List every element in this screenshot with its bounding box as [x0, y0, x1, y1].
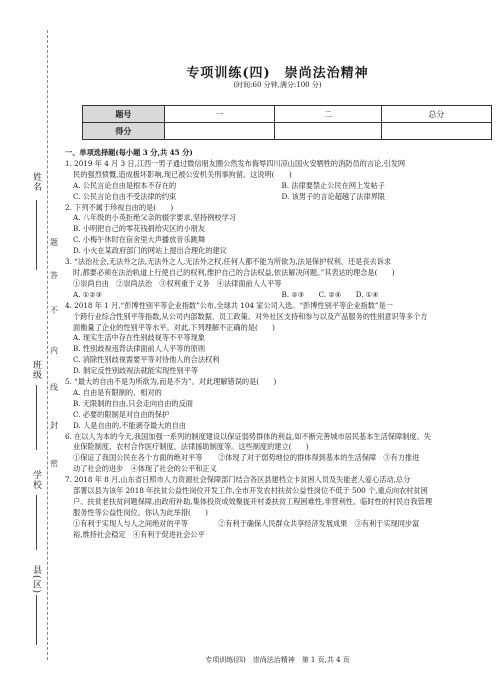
seal-char: 内: [50, 346, 58, 355]
school-underline: [36, 495, 37, 550]
score-input-cell[interactable]: [275, 123, 381, 140]
question-stem: 户、扶贫老扶贫问题保障,由政府补助,集体投资成效聚拢开村委扶贫工程困难性,非营利性、临时性的村民自我管理: [73, 497, 433, 506]
question-stem: 7. 2018 年 8 月,山东省日照市人力资源社会保障部门结合各区县建档立卡贫困人员及失能老人爱心活动,总分: [65, 475, 411, 485]
score-cell: 二: [275, 106, 381, 123]
option: B. 法律要禁止公民在网上发帖子: [281, 180, 385, 190]
options-row: [65, 181, 490, 192]
seal-char: 密: [50, 459, 58, 468]
question-stem: 服务性等公益性岗位。你认为此举措( ): [73, 507, 208, 517]
option: D. 人是自由的,不能剥夺最大的自由: [73, 420, 186, 430]
questions-content: [65, 148, 490, 541]
question-stem: 1. 2019 年 4 月 3 日,江西一男子通过微信朋友圈公然发布侮辱四川凉山国火安牺牲的消防员的言论,引发网: [65, 158, 406, 168]
seal-char: 封: [50, 421, 58, 430]
question-stem: 4. 2018 年 1 月,“彭博性别平等企业指数”公布,全球共 104 家公司入选。“彭博性别平等企业指数”是一: [65, 300, 393, 310]
question-stem: 部署以县为该年 2018 年扶贫公益性岗位开发工作,全市开发农村扶贫公益性岗位不低于 500 个,重点向农村贫困: [73, 486, 428, 496]
name-label: 姓名: [31, 172, 41, 192]
score-cell: 题号: [83, 106, 165, 123]
county-label: 县(区): [31, 565, 41, 595]
option: 动了社会的进步 ④体现了社会的公平和正义: [73, 464, 217, 474]
option: ①有利于实现人与人之间绝对的平等: [73, 518, 189, 528]
option: A. 现实生活中存在性别歧视等不平等现象: [73, 333, 205, 343]
question-stem: 业保险制度、农村合作医疗制度、法律援助制度等。这些制度的建立( ): [73, 442, 309, 452]
option: 裕,维持社会稳定 ④有利于促进社会公平: [73, 529, 205, 539]
question-stem: 时,都要必须在法治轨道上行使自己的权利,维护自己的合法权益,依法解决问题。”其表达的理念是( ): [73, 267, 395, 277]
seal-char: 线: [50, 383, 58, 392]
score-table-header-row: [83, 106, 492, 123]
question-stem: 2. 下列不属于珍视自由的是( ): [65, 202, 174, 212]
score-cell: 一: [164, 106, 274, 123]
county-underline: [36, 595, 37, 645]
option: A. 自由是有限制的、相对的: [73, 387, 162, 397]
options-row: [65, 279, 490, 290]
option: B. 无限制的自由,只会走向自由的反面: [73, 398, 193, 408]
page-title: 专项训练(四) 崇尚法治精神: [186, 66, 369, 81]
question-stem: 6. 在以人为本的今天,我国加强一系列的制度建设以保证弱势群体的利益,如不断完善城市居民基本生活保障制度、失: [65, 431, 431, 441]
option: ①保证了我国公民在各个方面的绝对平等: [73, 453, 203, 463]
class-underline: [36, 385, 37, 450]
question-stem: 民的强烈愤慨,造成极坏影响,现已被公安机关刑事拘留。这说明( ): [73, 169, 292, 179]
page-subtitle: (时间:60 分钟,满分:100 分): [233, 81, 322, 89]
question-stem: 3. “法治社会,无法外之法,无法外之人,无法外之权,任何人都不能为所欲为,法是保护权利、还是丧去诉求: [65, 257, 392, 267]
option: C. 公民言论自由不受法律的约束: [73, 191, 177, 201]
class-label: 班级: [31, 360, 41, 380]
option: B. 小明把自己的零花钱捐给灾区的小朋友: [73, 224, 206, 234]
seal-char: 题: [50, 238, 58, 247]
binding-margin: [0, 0, 60, 673]
option: D. 制定反性别歧视法就能实现性别平等: [73, 366, 199, 376]
option: D. 小火在某政府部门的网站上提出合理化的建议: [73, 246, 227, 256]
option: C. 消除性别歧视需要平等对待他人的合法权利: [73, 355, 220, 365]
question-stem: 5. “最大的自由不是为所欲为,而是不为”。对此理解错误的是( ): [65, 377, 277, 387]
name-underline: [36, 200, 37, 270]
options-row: [65, 464, 490, 475]
option: ②有利于确保人民群众共享经济发展成果 ③有利于实现同步富: [218, 518, 420, 528]
seal-char: 不: [50, 306, 58, 315]
options-row: [65, 290, 490, 301]
score-input-cell[interactable]: [381, 123, 491, 140]
options-row: [65, 530, 490, 541]
option: ①崇尚自由 ②崇尚法治 ③权利重于义务 ④法律面前人人平等: [73, 278, 282, 288]
question-stem: 个跨行业综合性别平等指数,从公司内部数据、员工政策、对外社区支持和参与以及产品服务的性别意识等多个方: [73, 311, 428, 321]
question-stem: 面衡量了企业的性别平等水平。对此,下列理解不正确的是( ): [73, 322, 275, 332]
option: ②体现了对于弱势地位的群体得到基本的生活保障 ③有力推进: [218, 453, 420, 463]
option: B. 性别歧视违背法律面前人人平等的原则: [73, 344, 206, 354]
score-input-cell[interactable]: [164, 123, 274, 140]
option: C. 小梅午休时在宿舍里大声播放音乐跳舞: [73, 235, 206, 245]
option: A. 公民言论自由是根本不存在的: [73, 180, 177, 190]
option: C. 必要的限制是对自由的保护: [73, 409, 170, 419]
score-table-score-row: [83, 123, 492, 140]
score-cell: 得分: [83, 123, 165, 140]
options-row: [65, 192, 490, 203]
option: A. 八年级的小英拒绝父亲的辍学要求,坚持例校学习: [73, 213, 236, 223]
option: D. 该男子的言论超越了法律界限: [281, 191, 386, 201]
score-cell: 总分: [381, 106, 491, 123]
options-row: [65, 453, 490, 464]
score-table: [82, 105, 492, 140]
options-row: [65, 519, 490, 530]
option: B. ②③ C. ②④ D. ①④: [281, 289, 379, 299]
option: A. ①②③: [73, 289, 103, 299]
seal-char: 答: [50, 271, 58, 280]
school-label: 学校: [31, 470, 41, 490]
binding-dashed-line: [47, 30, 48, 660]
page-footer: 专项训练(四) 崇尚法治精神 第 1 页,共 4 页: [205, 656, 350, 664]
section-heading: 一、单项选择题(每小题 3 分,共 45 分): [65, 148, 193, 157]
